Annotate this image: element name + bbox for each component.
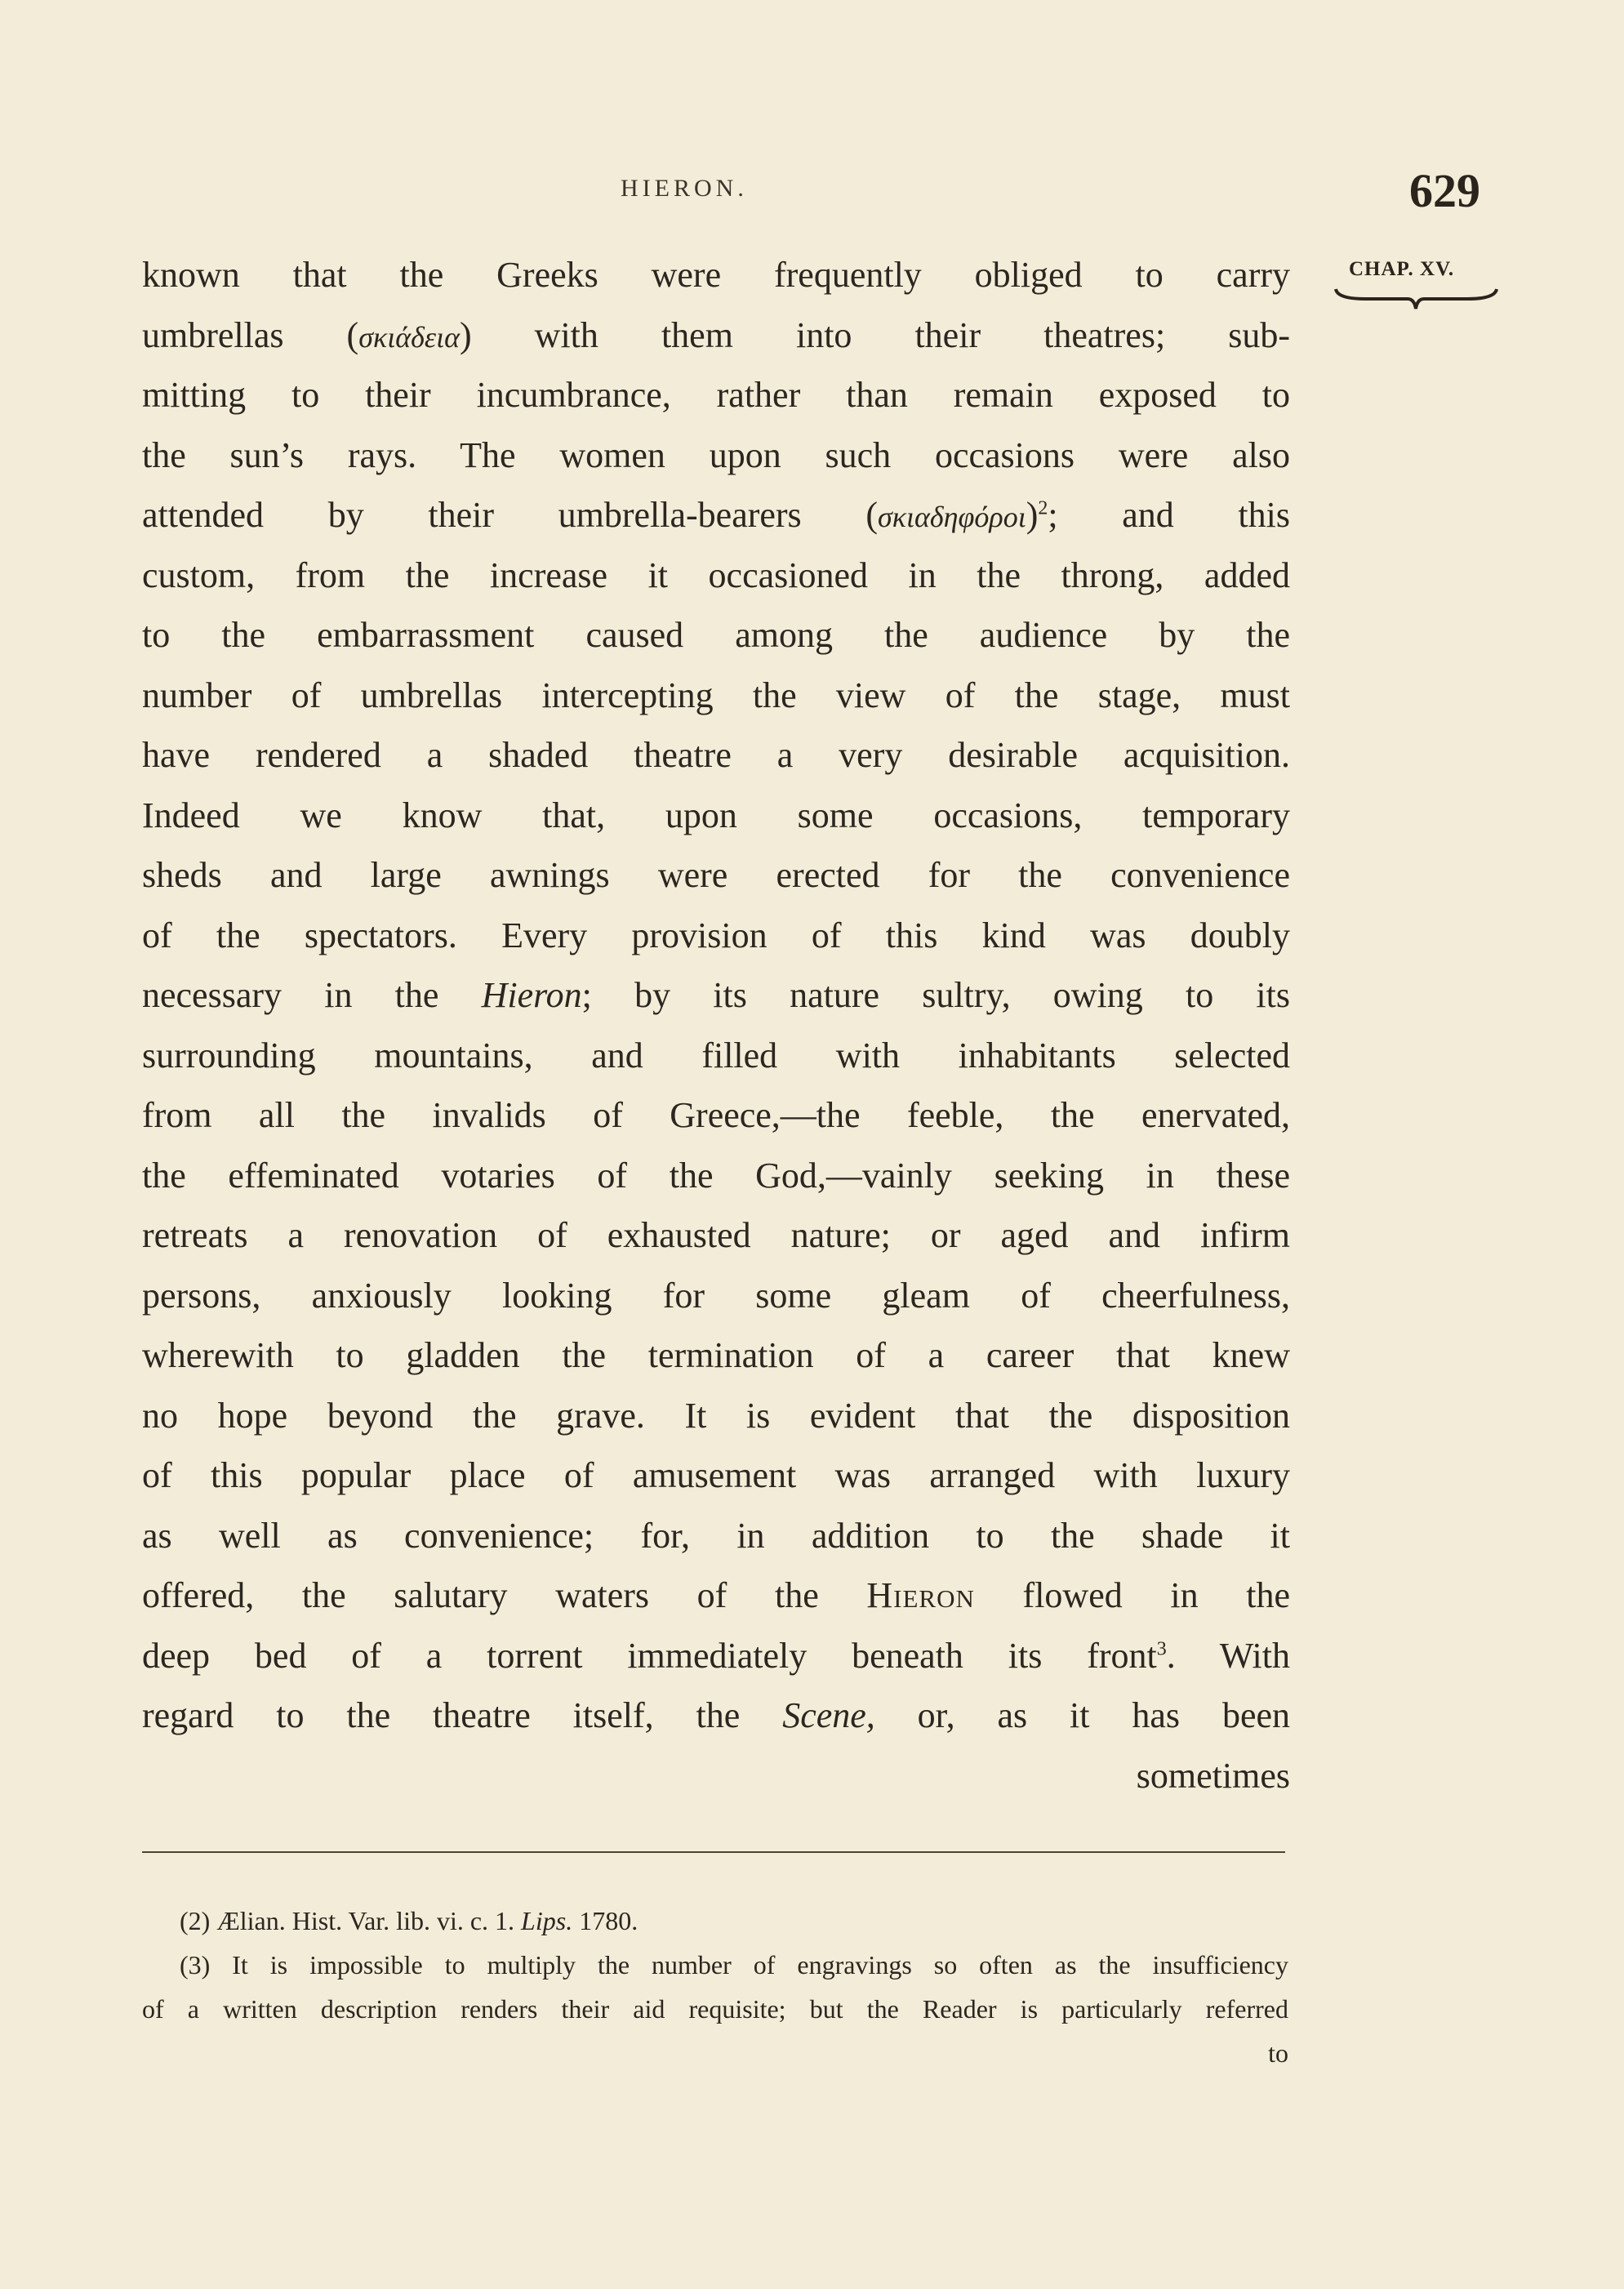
text-line: have rendered a shaded theatre a very desirable acquisition. xyxy=(142,735,1290,775)
text-line: Indeed we know that, upon some occasions, temporary xyxy=(142,795,1290,835)
greek-term: σκιάδεια xyxy=(358,320,460,354)
italic-text: Lips. xyxy=(521,1906,573,1935)
italic-text: Hieron xyxy=(481,975,582,1015)
text-line: of this popular place of amusement was arranged with luxury xyxy=(142,1455,1290,1495)
text-line: to the embarrassment caused among the audience by the xyxy=(142,615,1290,655)
text-line: number of umbrellas intercepting the view of the stage, must xyxy=(142,675,1290,715)
text-line: deep bed of a torrent immediately beneath its front$^3$. With xyxy=(142,1635,1291,1676)
text-line: wherewith to gladden the termination of a career that knew xyxy=(142,1335,1290,1375)
text-line: mitting to their incumbrance, rather than remain exposed to xyxy=(142,375,1290,415)
footnote-line: (2) Ælian. Hist. Var. lib. vi. c. 1. Lips. 1780. xyxy=(180,1906,638,1935)
text-line: the effeminated votaries of the God,—vainly seeking in these xyxy=(142,1155,1290,1196)
footnote-rule xyxy=(142,1851,1285,1853)
italic-text: Scene, xyxy=(782,1695,875,1735)
text-line: as well as convenience; for, in addition to the shade it xyxy=(142,1515,1290,1556)
footnote-catchword: to xyxy=(1268,2038,1288,2068)
chapter-label: CHAP. XV. xyxy=(1349,258,1455,280)
page-number: 629 xyxy=(1409,164,1480,217)
catchword: sometimes xyxy=(1136,1755,1290,1796)
text-line: the sun’s rays. The women upon such occasions were also xyxy=(142,434,1290,475)
text-line: retreats a renovation of exhausted nature; or aged and infirm xyxy=(142,1215,1290,1255)
text-line: offered, the salutary waters of the Hieron flowed in the xyxy=(142,1575,1290,1615)
text-line: no hope beyond the grave. It is evident that the disposition xyxy=(142,1395,1290,1436)
footnote-reference: 3 xyxy=(1156,1637,1167,1659)
greek-term: σκιαδηφόροι xyxy=(877,501,1026,533)
text-line: umbrellas (σκιάδεια) with them into their theatres; sub- xyxy=(142,314,1290,355)
text-line: custom, from the increase it occasioned in the throng, added xyxy=(142,554,1290,595)
text-line: necessary in the Hieron; by its nature sultry, owing to its xyxy=(142,975,1290,1015)
text-line: regard to the theatre itself, the Scene, or, as it has been xyxy=(142,1695,1291,1735)
footnotes xyxy=(142,1899,1288,2075)
running-head: HIERON. xyxy=(621,175,748,202)
footnote-line: (3) It is impossible to multiply the number of engravings so often as the insufficiency xyxy=(180,1950,1288,1979)
text-line: sheds and large awnings were erected for the convenience xyxy=(142,855,1290,895)
body-text xyxy=(142,245,1290,1806)
text-line: from all the invalids of Greece,—the feeble, the enervated, xyxy=(142,1095,1290,1135)
text-line: known that the Greeks were frequently obliged to carry xyxy=(142,255,1290,295)
footnote-line: of a written description renders their aid requisite; but the Reader is particularly referred xyxy=(142,1994,1288,2024)
text-line: of the spectators. Every provision of this kind was doubly xyxy=(142,915,1290,955)
footnote-reference: 2 xyxy=(1038,497,1048,519)
small-caps-text: Hieron xyxy=(866,1575,975,1615)
text-line: surrounding mountains, and filled with inhabitants selected xyxy=(142,1035,1290,1075)
text-line: persons, anxiously looking for some gleam of cheerfulness, xyxy=(142,1275,1290,1316)
chapter-brace-ornament xyxy=(1333,284,1500,314)
text-line: attended by their umbrella-bearers (σκιαδηφόροι)$^2$; and this xyxy=(142,495,1291,535)
